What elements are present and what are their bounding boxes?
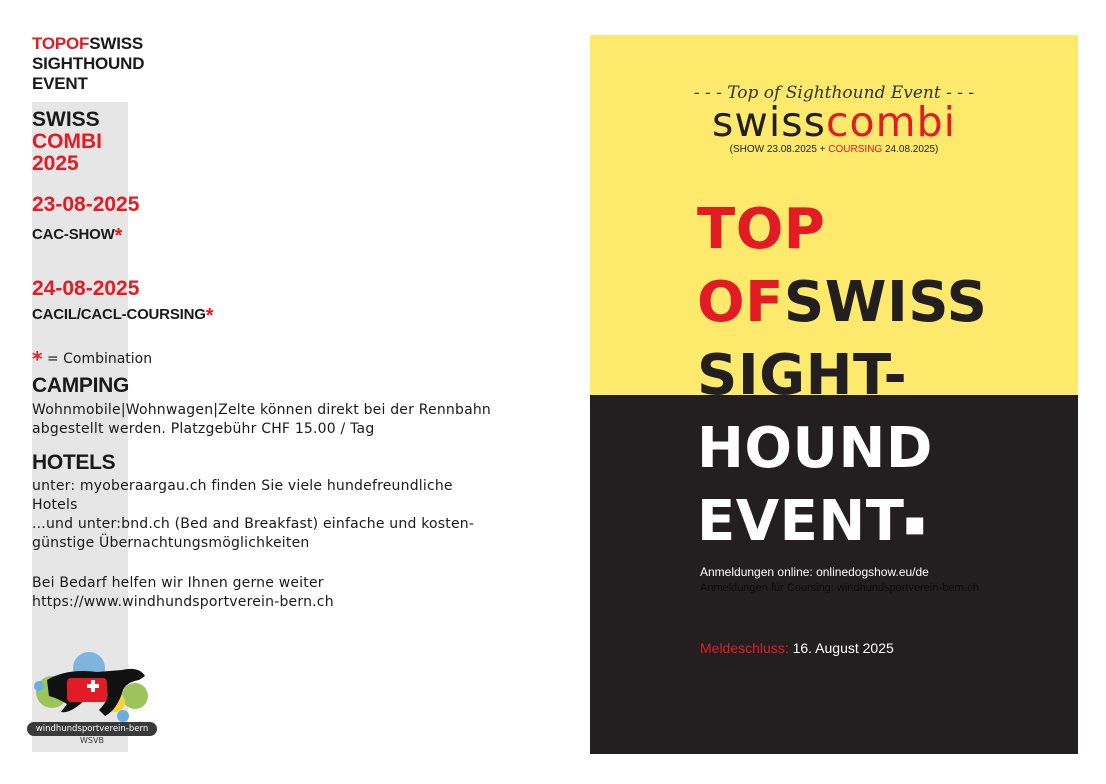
logo-abbr: WSVB <box>80 736 104 745</box>
deadline-date: 16. August 2025 <box>788 640 894 656</box>
hotels-line2: Hotels <box>32 497 78 513</box>
tagline: - - - Top of Sighthound Event - - - <box>693 83 975 103</box>
brand-title <box>32 34 144 94</box>
event-date-1: 23-08-2025 <box>32 193 140 216</box>
camping-line2: abgestellt werden. Platzgebühr CHF 15.00 / Tag <box>32 421 375 437</box>
wsvb-logo <box>27 650 157 755</box>
event-name-2 <box>32 305 214 327</box>
brand-top-black: SWISS <box>89 34 144 53</box>
hotels-heading: HOTELS <box>32 451 116 474</box>
camping-line1: Wohnmobile|Wohnwagen|Zelte können direkt bei der Rennbahn <box>32 402 491 418</box>
legend-text: = Combination <box>42 351 153 367</box>
swiss-combi-line1: SWISS <box>32 108 100 131</box>
title-line-hound: HOUND <box>697 416 933 481</box>
camping-text <box>32 401 491 439</box>
event-name-1 <box>32 225 123 247</box>
cover-page <box>590 35 1078 754</box>
hotels-line4: günstige Übernachtungsmöglichkeiten <box>32 535 310 551</box>
brand-line3: EVENT <box>32 74 88 93</box>
swiss-combi-line2: COMBI <box>32 130 102 153</box>
brand-line2: SIGHTHOUND <box>32 54 145 73</box>
camping-heading: CAMPING <box>32 374 130 397</box>
deadline-label: Meldeschluss: <box>700 640 789 656</box>
help-text <box>32 574 334 612</box>
hotels-line3: ...und unter:bnd.ch (Bed and Breakfast) einfache und kosten- <box>32 516 475 532</box>
sub-dates-c: 24.08.2025) <box>882 144 939 155</box>
registration-online: Anmeldungen online: onlinedogshow.eu/de <box>700 565 929 579</box>
combination-legend <box>32 347 153 371</box>
hotels-line1: unter: myoberaargau.ch finden Sie viele hundefreundliche <box>32 478 453 494</box>
title-of: OF <box>697 270 784 335</box>
combination-mark-1: * <box>114 225 123 247</box>
swiss-combi-line3: 2025 <box>32 152 79 175</box>
brand-top-red: TOPOF <box>32 34 90 53</box>
title-line-ofswiss <box>697 266 987 339</box>
title-swiss: SWISS <box>783 270 988 335</box>
sub-dates-coursing: COURSING <box>828 144 883 155</box>
event-name-2-text: CACIL/CACL-COURSING <box>32 306 206 323</box>
help-line: Bei Bedarf helfen wir Ihnen gerne weiter <box>32 575 324 591</box>
website-link[interactable]: https://www.windhundsportverein-bern.ch <box>32 594 334 610</box>
wordmark-combi: combi <box>826 98 956 137</box>
combination-mark-2: * <box>205 305 214 327</box>
title-event-text: EVENT <box>697 489 905 554</box>
swiss-combi-title <box>32 109 102 175</box>
legend-mark: * <box>32 347 43 371</box>
swisscombi-wordmark <box>590 97 1078 137</box>
greyhound-logo-icon <box>27 650 157 724</box>
title-dot: ■ <box>904 512 926 538</box>
hotels-text <box>32 477 474 553</box>
sub-dates-a: (SHOW 23.08.2025 + <box>729 144 829 155</box>
main-title <box>697 193 987 561</box>
event-name-1-text: CAC-SHOW <box>32 226 115 243</box>
title-line-event <box>697 485 987 561</box>
logo-banner: windhundsportverein-bern <box>27 722 157 736</box>
registration-coursing: Anmeldungen für Coursing: windhundsportverein-bern.ch <box>700 582 979 594</box>
sub-dates <box>590 144 1078 155</box>
title-line-top: TOP <box>697 197 826 262</box>
wordmark-swiss: swiss <box>712 98 827 137</box>
event-date-2: 24-08-2025 <box>32 277 140 300</box>
deadline <box>700 640 894 656</box>
title-line-sight: SIGHT- <box>697 343 908 408</box>
